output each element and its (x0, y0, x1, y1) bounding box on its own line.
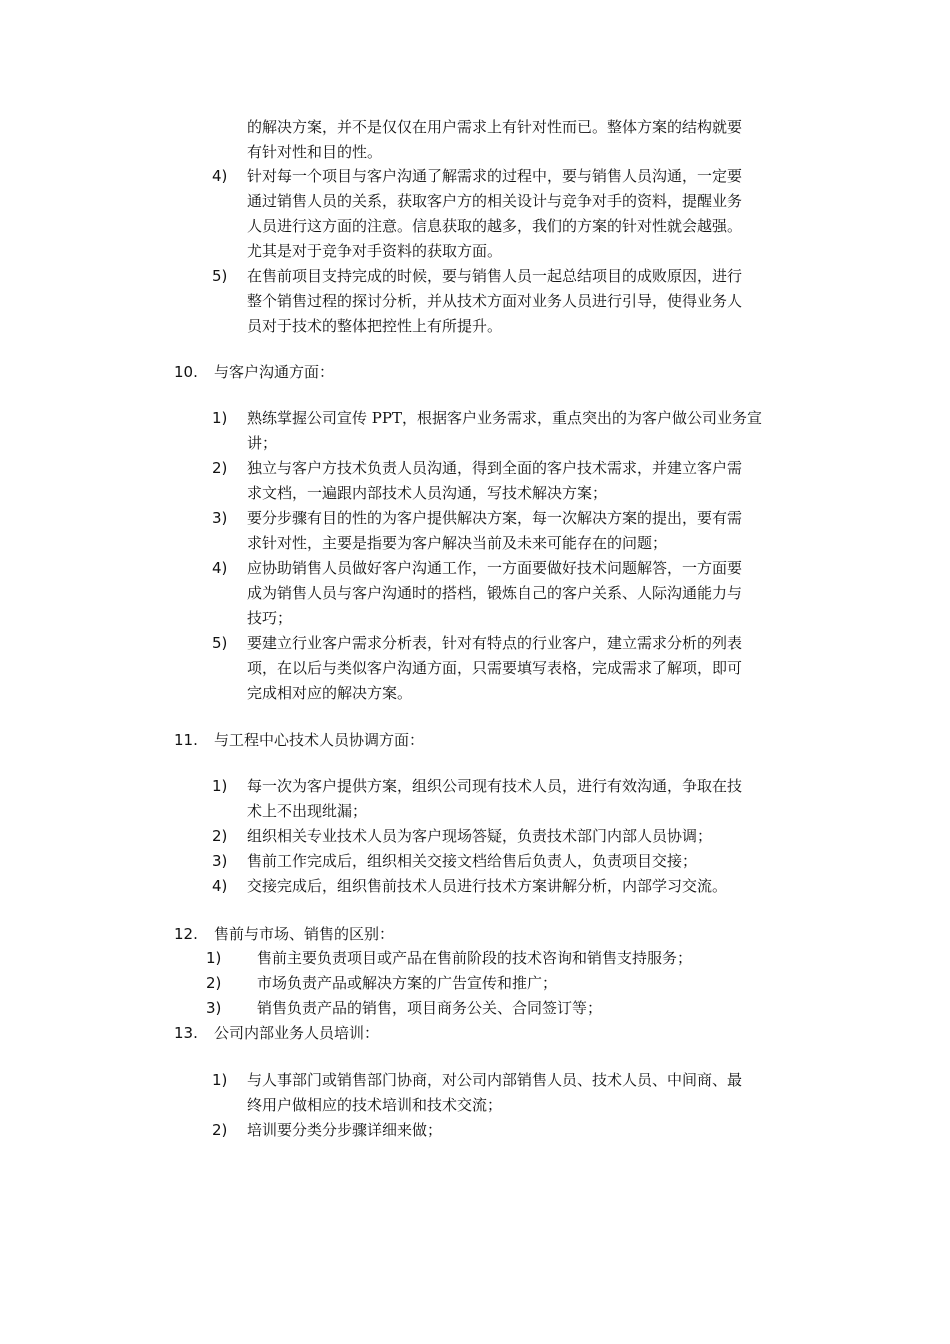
list-item-number: 4) (212, 559, 228, 577)
list-item-number: 4) (212, 877, 228, 895)
list-item-line: 成为销售人员与客户沟通时的搭档，锻炼自己的客户关系、人际沟通能力与 (247, 584, 743, 602)
list-item-line: 在售前项目支持完成的时候，要与销售人员一起总结项目的成败原因，进行 (247, 267, 743, 285)
list-item-line: 组织相关专业技术人员为客户现场答疑，负责技术部门内部人员协调； (247, 827, 713, 845)
list-item-line: 尤其是对于竞争对手资料的获取方面。 (247, 242, 503, 260)
list-item-line: 求文档，一遍跟内部技术人员沟通，写技术解决方案； (247, 484, 608, 502)
list-item-line: 培训要分类分步骤详细来做； (247, 1121, 443, 1139)
list-item-line: 终用户做相应的技术培训和技术交流； (247, 1096, 503, 1114)
list-item-line: 针对每一个项目与客户沟通了解需求的过程中，要与销售人员沟通，一定要 (247, 167, 743, 185)
list-item-line: 要分步骤有目的性的为客户提供解决方案，每一次解决方案的提出，要有需 (247, 509, 743, 527)
list-item-number: 4) (212, 167, 228, 185)
list-item-line: 技巧； (247, 609, 293, 627)
list-item-line: 应协助销售人员做好客户沟通工作，一方面要做好技术问题解答，一方面要 (247, 559, 743, 577)
continuation-line: 有针对性和目的性。 (247, 143, 383, 161)
list-item-line: 讲； (247, 434, 278, 452)
list-item-number: 2) (212, 459, 228, 477)
section-number: 10. (174, 363, 198, 381)
list-item-line: 交接完成后，组织售前技术人员进行技术方案讲解分析，内部学习交流。 (247, 877, 728, 895)
section-number: 11. (174, 731, 198, 749)
list-item-line: 求针对性，主要是指要为客户解决当前及未来可能存在的问题； (247, 534, 668, 552)
list-item-line: 独立与客户方技术负责人员沟通，得到全面的客户技术需求，并建立客户需 (247, 459, 743, 477)
list-item-number: 3) (212, 852, 228, 870)
list-item-number: 3) (212, 509, 228, 527)
list-item-line: 完成相对应的解决方案。 (247, 684, 413, 702)
list-item-line: 销售负责产品的销售，项目商务公关、合同签订等； (257, 999, 603, 1017)
list-item-line: 通过销售人员的关系，获取客户方的相关设计与竞争对手的资料，提醒业务 (247, 192, 743, 210)
list-item-number: 5) (212, 267, 228, 285)
list-item-line: 整个销售过程的探讨分析，并从技术方面对业务人员进行引导，使得业务人 (247, 292, 743, 310)
list-item-number: 2) (206, 974, 222, 992)
list-item-line: 与人事部门或销售部门协商，对公司内部销售人员、技术人员、中间商、最 (247, 1071, 743, 1089)
section-number: 12. (174, 925, 198, 943)
list-item-line: 每一次为客户提供方案，组织公司现有技术人员，进行有效沟通，争取在技 (247, 777, 743, 795)
section-heading: 与工程中心技术人员协调方面： (214, 731, 425, 749)
list-item-line: 市场负责产品或解决方案的广告宣传和推广； (257, 974, 558, 992)
list-item-number: 1) (212, 1071, 228, 1089)
continuation-line: 的解决方案，并不是仅仅在用户需求上有针对性而已。整体方案的结构就要 (247, 118, 743, 136)
list-item-line: 人员进行这方面的注意。信息获取的越多，我们的方案的针对性就会越强。 (247, 217, 743, 235)
list-item-line: 要建立行业客户需求分析表，针对有特点的行业客户，建立需求分析的列表 (247, 634, 743, 652)
list-item-line: 员对于技术的整体把控性上有所提升。 (247, 317, 503, 335)
section-number: 13. (174, 1024, 198, 1042)
section-heading: 与客户沟通方面： (214, 363, 335, 381)
list-item-line: 售前工作完成后，组织相关交接文档给售后负责人，负责项目交接； (247, 852, 698, 870)
list-item-number: 3) (206, 999, 222, 1017)
list-item-line: 熟练掌握公司宣传 PPT，根据客户业务需求，重点突出的为客户做公司业务宣 (247, 409, 762, 427)
list-item-number: 1) (212, 777, 228, 795)
list-item-number: 1) (212, 409, 228, 427)
list-item-number: 1) (206, 949, 222, 967)
section-heading: 公司内部业务人员培训： (214, 1024, 380, 1042)
list-item-number: 2) (212, 1121, 228, 1139)
list-item-line: 售前主要负责项目或产品在售前阶段的技术咨询和销售支持服务； (257, 949, 693, 967)
list-item-number: 5) (212, 634, 228, 652)
list-item-number: 2) (212, 827, 228, 845)
section-heading: 售前与市场、销售的区别： (214, 925, 395, 943)
list-item-line: 术上不出现纰漏； (247, 802, 368, 820)
list-item-line: 项，在以后与类似客户沟通方面，只需要填写表格，完成需求了解项，即可 (247, 659, 743, 677)
